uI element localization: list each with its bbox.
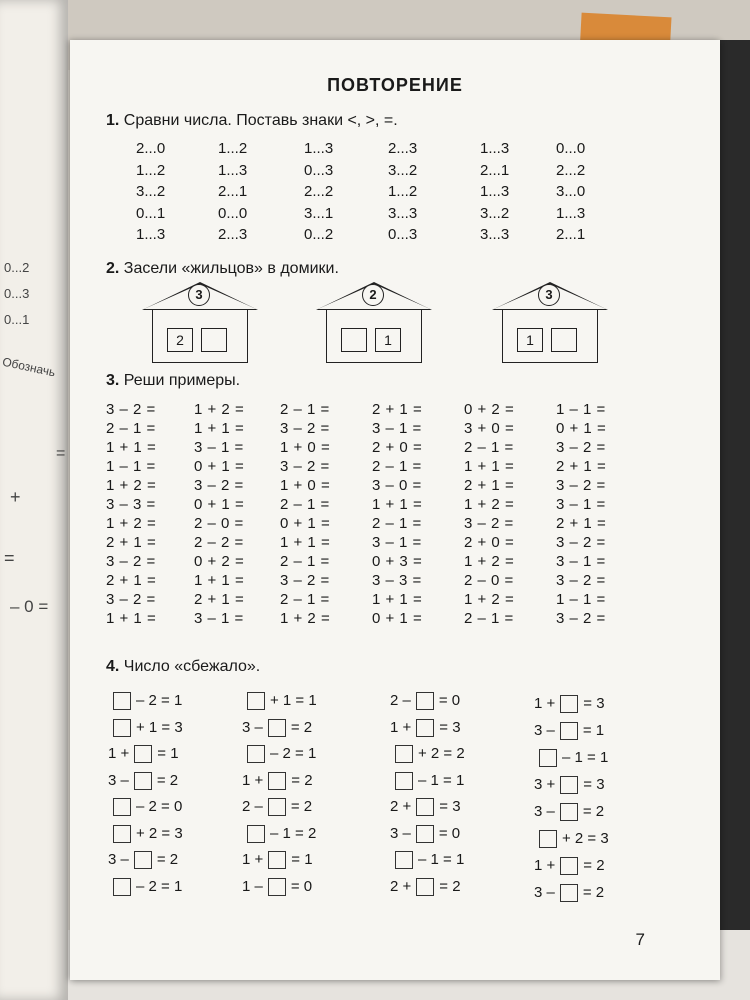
task-2-number: 2. <box>106 260 120 277</box>
compare-item: 2...3 <box>218 226 248 243</box>
example-item: 2 + 0 = <box>464 534 515 551</box>
compare-item: 0...2 <box>304 226 334 243</box>
example-item: 2 – 1 = <box>464 439 514 456</box>
answer-box[interactable] <box>113 878 131 896</box>
answer-box[interactable] <box>134 851 152 869</box>
example-item: 3 – 0 = <box>372 477 422 494</box>
example-item: 0 + 1 = <box>194 496 245 513</box>
house-window-left[interactable] <box>341 328 367 352</box>
example-item: 3 – 2 = <box>556 572 606 589</box>
equation-prefix: 2 – <box>242 798 263 815</box>
missing-equation <box>242 877 312 897</box>
task-1-text: Сравни числа. Поставь знаки <, >, =. <box>123 112 398 129</box>
example-item: 0 + 2 = <box>194 553 245 570</box>
left-page-row2: 0...3 <box>4 286 30 301</box>
example-item: 2 + 1 = <box>556 515 607 532</box>
answer-box[interactable] <box>113 719 131 737</box>
example-item: 1 + 2 = <box>280 610 331 627</box>
compare-item: 1...2 <box>136 161 166 179</box>
equation-prefix: 3 – <box>108 771 129 789</box>
house-number-circle: 2 <box>362 284 384 306</box>
equation-suffix: – 1 = 1 <box>562 749 609 766</box>
answer-box[interactable] <box>268 719 286 737</box>
answer-box[interactable] <box>134 745 152 763</box>
compare-item: 3...3 <box>388 204 418 222</box>
house-walls <box>152 310 248 363</box>
compare-item: 0...0 <box>556 140 586 157</box>
equation-prefix: 3 + <box>534 776 556 793</box>
example-item: 2 – 1 = <box>106 420 156 437</box>
house-window-left[interactable]: 2 <box>167 328 193 352</box>
answer-box[interactable] <box>113 692 131 710</box>
examples-column <box>372 400 422 628</box>
answer-box[interactable] <box>560 803 578 821</box>
equation-prefix: 1 + <box>534 857 556 874</box>
missing-equation <box>242 824 316 844</box>
example-item: 3 – 3 = <box>106 496 156 513</box>
equation-suffix: = 0 <box>438 824 461 842</box>
equation-suffix: = 1 <box>291 851 313 868</box>
compare-item: 1...3 <box>218 161 248 179</box>
example-item: 3 – 1 = <box>556 496 606 513</box>
compare-column <box>218 138 247 246</box>
missing-equation <box>390 718 461 738</box>
missing-equation <box>534 883 604 903</box>
equation-suffix: = 1 <box>582 722 605 739</box>
example-item: 3 – 2 = <box>280 420 330 437</box>
example-item: 2 – 1 = <box>280 496 330 513</box>
equation-prefix: 1 + <box>390 718 412 736</box>
answer-box[interactable] <box>268 878 286 896</box>
answer-box[interactable] <box>268 772 286 790</box>
example-item: 2 – 0 = <box>464 572 514 589</box>
house-window-right[interactable]: 1 <box>375 328 401 352</box>
missing-equation <box>108 824 183 844</box>
equation-suffix: + 1 = 1 <box>270 692 317 709</box>
example-item: 1 + 0 = <box>280 477 331 494</box>
equation-prefix: 1 + <box>108 745 130 762</box>
example-item: 2 – 1 = <box>280 553 330 570</box>
examples-column <box>194 400 244 628</box>
workbook-page <box>70 40 720 980</box>
task-1-heading <box>106 112 398 130</box>
task-4-heading <box>106 658 260 676</box>
missing-equation <box>390 771 464 791</box>
missing-equation <box>390 850 464 870</box>
missing-equation <box>534 856 605 876</box>
compare-column <box>388 138 417 246</box>
compare-item: 3...0 <box>556 183 586 200</box>
equation-suffix: = 2 <box>582 884 605 901</box>
left-page-row3: 0...1 <box>4 312 30 327</box>
equation-prefix: 3 – <box>534 884 555 901</box>
task-2-heading <box>106 260 339 278</box>
compare-column <box>556 138 585 246</box>
missing-equation <box>242 850 313 870</box>
answer-box[interactable] <box>247 825 265 843</box>
compare-item: 0...3 <box>304 161 334 179</box>
left-page-eq1: = <box>56 445 66 462</box>
compare-item: 3...3 <box>480 226 510 243</box>
equation-suffix: + 2 = 3 <box>136 824 183 842</box>
missing-equation <box>108 797 182 817</box>
house-number-circle: 3 <box>538 284 560 306</box>
compare-item: 0...0 <box>218 204 248 222</box>
answer-box[interactable] <box>247 745 265 763</box>
left-page-eq4: – 0 = <box>10 597 49 616</box>
example-item: 2 + 1 = <box>106 534 157 551</box>
compare-item: 2...2 <box>304 183 334 200</box>
equation-prefix: 1 – <box>242 877 263 895</box>
missing-equation <box>390 877 461 897</box>
missing-equation <box>534 829 609 849</box>
equation-prefix: 1 + <box>242 771 264 789</box>
task-4-number: 4. <box>106 658 120 675</box>
answer-box[interactable] <box>560 695 578 713</box>
example-item: 2 + 1 = <box>372 401 423 418</box>
missing-equation <box>108 691 182 711</box>
house-window-right[interactable] <box>201 328 227 352</box>
example-item: 3 – 2 = <box>106 591 156 608</box>
missing-equation <box>242 797 312 817</box>
equation-suffix: + 2 = 2 <box>418 745 465 762</box>
missing-equation <box>108 771 178 791</box>
answer-box[interactable] <box>416 719 434 737</box>
example-item: 0 + 1 = <box>372 610 423 627</box>
equation-suffix: – 1 = 1 <box>418 771 465 789</box>
example-item: 1 + 1 = <box>106 610 157 627</box>
answer-box[interactable] <box>395 851 413 869</box>
example-item: 3 – 1 = <box>194 439 244 456</box>
example-item: 1 – 1 = <box>556 401 606 418</box>
equation-suffix: – 1 = 2 <box>270 824 317 842</box>
example-item: 0 + 3 = <box>372 553 423 570</box>
equation-suffix: – 2 = 1 <box>136 692 183 709</box>
equation-prefix: 3 – <box>534 722 555 739</box>
example-item: 2 – 0 = <box>194 515 244 532</box>
compare-item: 1...2 <box>218 140 248 157</box>
missing-equation <box>242 771 313 791</box>
answer-box[interactable] <box>268 851 286 869</box>
missing-equation <box>390 824 460 844</box>
example-item: 3 – 2 = <box>556 610 606 627</box>
equation-prefix: 3 – <box>534 803 555 820</box>
equation-suffix: – 2 = 0 <box>136 798 183 815</box>
example-item: 3 – 1 = <box>372 420 422 437</box>
compare-item: 3...2 <box>388 161 418 179</box>
answer-box[interactable] <box>395 772 413 790</box>
example-item: 2 – 1 = <box>464 610 514 627</box>
example-item: 3 – 2 = <box>280 572 330 589</box>
missing-equation <box>390 797 461 817</box>
compare-item: 2...1 <box>556 226 586 243</box>
equation-suffix: = 2 <box>439 877 461 895</box>
compare-column <box>136 138 165 246</box>
house-walls <box>502 310 598 363</box>
compare-item: 1...3 <box>136 226 166 243</box>
page-number: 7 <box>635 930 645 949</box>
compare-item: 1...3 <box>480 140 510 157</box>
left-page-label: Обозначь <box>1 354 57 380</box>
equation-suffix: + 1 = 3 <box>136 718 183 736</box>
equation-suffix: – 2 = 1 <box>136 877 183 895</box>
compare-item: 2...1 <box>218 183 248 200</box>
equation-suffix: = 2 <box>290 798 313 815</box>
equation-suffix: – 2 = 1 <box>270 745 317 762</box>
example-item: 1 + 2 = <box>106 477 157 494</box>
missing-equation <box>108 718 183 738</box>
house-window-right[interactable] <box>551 328 577 352</box>
example-item: 3 + 0 = <box>464 420 515 437</box>
example-item: 2 – 2 = <box>194 534 244 551</box>
example-item: 3 – 2 = <box>556 439 606 456</box>
equation-suffix: = 3 <box>439 798 461 815</box>
left-page-eq2: + <box>10 487 21 507</box>
left-page-row1: 0...2 <box>4 260 30 275</box>
example-item: 2 + 0 = <box>372 439 423 456</box>
compare-item: 3...2 <box>480 204 510 222</box>
answer-box[interactable] <box>416 692 434 710</box>
answer-box[interactable] <box>247 692 265 710</box>
task-3-heading <box>106 372 240 390</box>
answer-box[interactable] <box>134 772 152 790</box>
example-item: 1 + 1 = <box>372 591 423 608</box>
compare-item: 0...3 <box>388 226 418 243</box>
example-item: 1 + 1 = <box>280 534 331 551</box>
example-item: 1 + 1 = <box>372 496 423 513</box>
house <box>326 282 422 364</box>
example-item: 3 – 2 = <box>464 515 514 532</box>
example-item: 3 – 3 = <box>372 572 422 589</box>
missing-equation <box>242 691 317 711</box>
answer-box[interactable] <box>113 798 131 816</box>
task-3-number: 3. <box>106 372 120 389</box>
compare-item: 2...0 <box>136 140 166 157</box>
example-item: 1 + 2 = <box>464 496 515 513</box>
examples-column <box>556 400 606 628</box>
example-item: 1 + 2 = <box>464 591 515 608</box>
equation-suffix: = 3 <box>439 718 461 736</box>
missing-equation <box>108 850 178 870</box>
example-item: 1 + 2 = <box>106 515 157 532</box>
task-2-text: Засели «жильцов» в домики. <box>123 260 339 277</box>
example-item: 2 – 1 = <box>280 401 330 418</box>
answer-box[interactable] <box>416 878 434 896</box>
equation-prefix: 2 – <box>390 692 411 709</box>
equation-prefix: 1 + <box>242 851 264 868</box>
equation-suffix: = 2 <box>290 718 313 736</box>
house-walls <box>326 310 422 363</box>
left-neighbour-page <box>0 0 68 1000</box>
missing-equation <box>390 744 465 764</box>
example-item: 0 + 1 = <box>280 515 331 532</box>
equation-suffix: = 3 <box>583 695 605 712</box>
compare-item: 2...1 <box>480 161 510 179</box>
example-item: 2 – 1 = <box>372 515 422 532</box>
compare-item: 0...1 <box>136 204 166 222</box>
answer-box[interactable] <box>539 749 557 767</box>
answer-box[interactable] <box>395 745 413 763</box>
compare-item: 1...3 <box>304 140 334 157</box>
equation-prefix: 1 + <box>534 695 556 712</box>
missing-equation <box>534 748 608 768</box>
house <box>152 282 248 364</box>
example-item: 2 + 1 = <box>464 477 515 494</box>
missing-equation <box>242 718 312 738</box>
example-item: 3 – 2 = <box>280 458 330 475</box>
house-window-left[interactable]: 1 <box>517 328 543 352</box>
compare-item: 1...3 <box>480 183 510 200</box>
example-item: 0 + 1 = <box>556 420 607 437</box>
missing-equation <box>534 775 605 795</box>
task-4-text: Число «сбежало». <box>123 658 261 675</box>
example-item: 2 – 1 = <box>280 591 330 608</box>
page-title: ПОВТОРЕНИЕ <box>327 75 463 95</box>
answer-box[interactable] <box>560 884 578 902</box>
equation-prefix: 3 – <box>108 851 129 868</box>
example-item: 2 + 1 = <box>106 572 157 589</box>
equation-suffix: – 1 = 1 <box>418 851 465 868</box>
compare-item: 1...3 <box>556 204 586 222</box>
answer-box[interactable] <box>113 825 131 843</box>
example-item: 1 + 0 = <box>280 439 331 456</box>
example-item: 1 + 2 = <box>464 553 515 570</box>
example-item: 3 – 2 = <box>556 534 606 551</box>
example-item: 2 + 1 = <box>556 458 607 475</box>
compare-item: 1...2 <box>388 183 418 200</box>
example-item: 3 – 2 = <box>106 401 156 418</box>
equation-prefix: 2 + <box>390 877 412 895</box>
missing-equation <box>390 691 460 711</box>
equation-suffix: = 2 <box>582 803 605 820</box>
example-item: 3 – 2 = <box>194 477 244 494</box>
examples-column <box>106 400 156 628</box>
equation-suffix: = 0 <box>438 692 461 709</box>
missing-equation <box>108 877 182 897</box>
missing-equation <box>534 694 605 714</box>
compare-item: 2...3 <box>388 140 418 157</box>
equation-suffix: = 2 <box>291 771 313 789</box>
example-item: 3 – 1 = <box>556 553 606 570</box>
equation-suffix: = 1 <box>157 745 179 762</box>
example-item: 0 + 2 = <box>464 401 515 418</box>
compare-item: 3...2 <box>136 183 166 200</box>
example-item: 2 – 1 = <box>372 458 422 475</box>
equation-suffix: = 2 <box>156 851 179 868</box>
example-item: 3 – 2 = <box>556 477 606 494</box>
example-item: 2 + 1 = <box>194 591 245 608</box>
example-item: 1 + 1 = <box>194 572 245 589</box>
example-item: 1 + 1 = <box>464 458 515 475</box>
task-3-text: Реши примеры. <box>123 372 241 389</box>
answer-box[interactable] <box>268 798 286 816</box>
dark-background-strip <box>718 40 750 980</box>
task-1-number: 1. <box>106 112 120 129</box>
equation-prefix: 3 – <box>390 824 411 842</box>
equation-suffix: = 3 <box>583 776 605 793</box>
house-number-circle: 3 <box>188 284 210 306</box>
equation-prefix: 3 – <box>242 718 263 736</box>
example-item: 1 – 1 = <box>106 458 156 475</box>
examples-column <box>280 400 330 628</box>
example-item: 1 + 2 = <box>194 401 245 418</box>
missing-equation <box>242 744 316 764</box>
missing-equation <box>534 802 604 822</box>
compare-column <box>304 138 333 246</box>
equation-suffix: + 2 = 3 <box>562 830 609 847</box>
compare-item: 3...1 <box>304 204 334 222</box>
equation-prefix: 2 + <box>390 798 412 815</box>
left-page-eq3: = <box>4 548 15 568</box>
compare-item: 2...2 <box>556 161 586 179</box>
example-item: 3 – 1 = <box>372 534 422 551</box>
compare-column <box>480 138 509 246</box>
example-item: 3 – 1 = <box>194 610 244 627</box>
house <box>502 282 598 364</box>
equation-suffix: = 2 <box>156 771 179 789</box>
answer-box[interactable] <box>539 830 557 848</box>
answer-box[interactable] <box>416 825 434 843</box>
answer-box[interactable] <box>560 722 578 740</box>
missing-equation <box>534 721 604 741</box>
answer-box[interactable] <box>416 798 434 816</box>
examples-column <box>464 400 514 628</box>
example-item: 0 + 1 = <box>194 458 245 475</box>
equation-suffix: = 2 <box>583 857 605 874</box>
example-item: 1 + 1 = <box>194 420 245 437</box>
example-item: 3 – 2 = <box>106 553 156 570</box>
example-item: 1 – 1 = <box>556 591 606 608</box>
example-item: 1 + 1 = <box>106 439 157 456</box>
missing-equation <box>108 744 179 764</box>
answer-box[interactable] <box>560 776 578 794</box>
equation-suffix: = 0 <box>290 877 313 895</box>
answer-box[interactable] <box>560 857 578 875</box>
